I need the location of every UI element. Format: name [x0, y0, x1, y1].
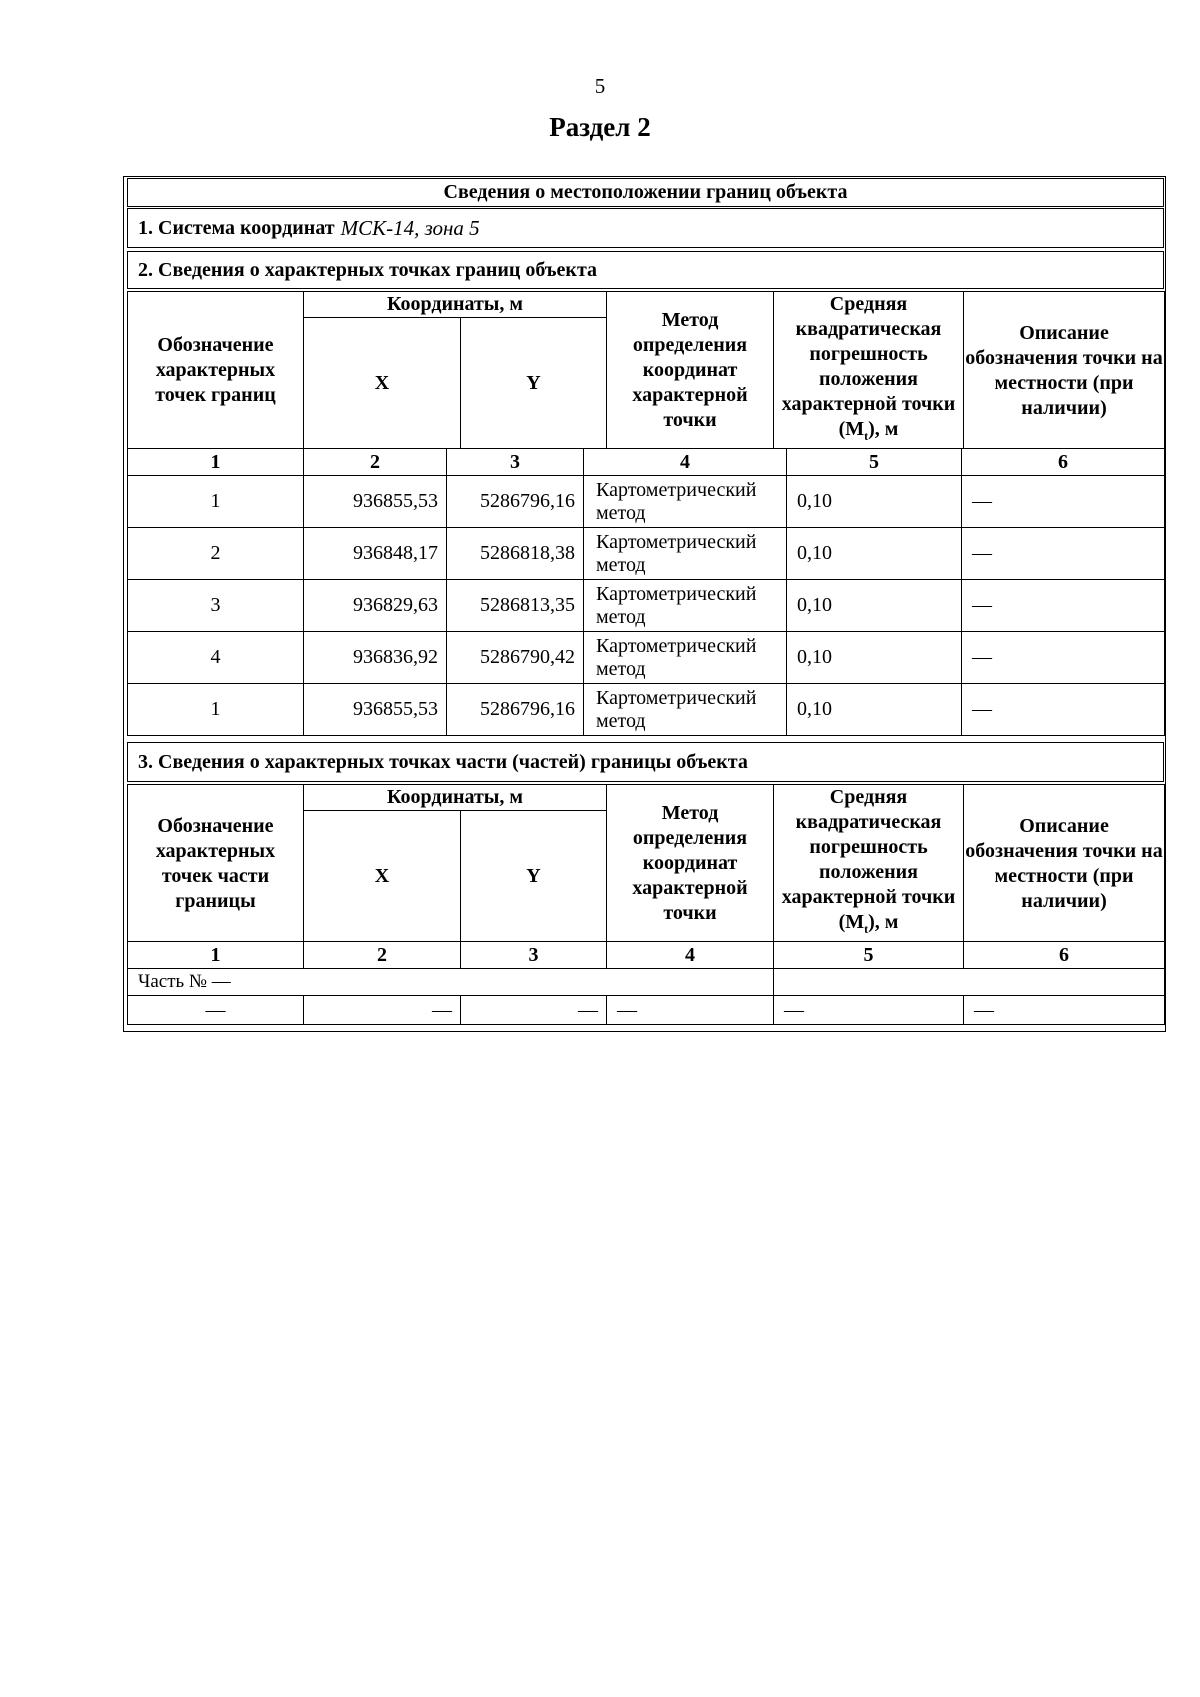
point-y: 5286790,42	[447, 632, 584, 684]
point-x: 936855,53	[304, 476, 447, 528]
part-point-error: —	[774, 996, 964, 1025]
point-y: 5286813,35	[447, 580, 584, 632]
point-description: —	[962, 632, 1165, 684]
point-description: —	[962, 684, 1165, 736]
header-error: Средняя квадратическая погрешность положения характерной точки $(M_t)$, м	[774, 292, 964, 450]
header-y: Y	[461, 318, 607, 450]
points-header-table	[127, 291, 1165, 450]
part-point-x: —	[304, 996, 461, 1025]
table-row	[128, 684, 1165, 736]
parts-header-block	[127, 784, 1164, 941]
point-description: —	[962, 528, 1165, 580]
table-row	[128, 632, 1165, 684]
col-number: 5	[774, 942, 964, 969]
point-x: 936848,17	[304, 528, 447, 580]
point-method: Картометрический метод	[584, 684, 787, 736]
parts-table	[127, 941, 1165, 1025]
part-label-row	[128, 969, 1165, 996]
points-table	[127, 448, 1165, 736]
points-header-block	[127, 291, 1164, 448]
col-number: 2	[304, 942, 461, 969]
coord-system-row	[127, 208, 1164, 248]
table-row	[128, 476, 1165, 528]
header-description: Описание обозначения точки на местности (при наличии)	[964, 785, 1165, 943]
point-y: 5286818,38	[447, 528, 584, 580]
header-coords: Координаты, м	[304, 292, 607, 318]
point-y: 5286796,16	[447, 684, 584, 736]
part-point-method: —	[607, 996, 774, 1025]
coord-system-value: МСК-14, зона 5	[340, 215, 480, 240]
point-error: 0,10	[787, 632, 962, 684]
part-point-description: —	[964, 996, 1165, 1025]
point-method: Картометрический метод	[584, 580, 787, 632]
col-number: 2	[304, 449, 447, 476]
table-row	[128, 996, 1165, 1025]
point-id: 4	[128, 632, 304, 684]
header-method: Метод определения координат характерной точки	[607, 785, 774, 943]
point-id: 3	[128, 580, 304, 632]
point-method: Картометрический метод	[584, 476, 787, 528]
point-description: —	[962, 476, 1165, 528]
parts-header-table	[127, 784, 1165, 943]
header-x: X	[304, 318, 461, 450]
header-method: Метод определения координат характерной точки	[607, 292, 774, 450]
col-number: 3	[447, 449, 584, 476]
point-error: 0,10	[787, 528, 962, 580]
header-x: X	[304, 811, 461, 943]
header-designation: Обозначение характерных точек границ	[128, 292, 304, 450]
point-y: 5286796,16	[447, 476, 584, 528]
point-error: 0,10	[787, 684, 962, 736]
col-number: 6	[962, 449, 1165, 476]
table-row	[128, 580, 1165, 632]
point-id: 2	[128, 528, 304, 580]
points-col-numbers	[128, 449, 1165, 476]
col-number: 4	[607, 942, 774, 969]
point-description: —	[962, 580, 1165, 632]
header-error: Средняя квадратическая погрешность положения характерной точки $(M_t)$, м	[774, 785, 964, 943]
header-coords: Координаты, м	[304, 785, 607, 811]
point-x: 936855,53	[304, 684, 447, 736]
points-heading: 2. Сведения о характерных точках границ объекта	[127, 251, 1164, 289]
coord-system-label: 1. Система координат	[138, 216, 335, 239]
col-number: 5	[787, 449, 962, 476]
header-description: Описание обозначения точки на местности (при наличии)	[964, 292, 1165, 450]
parts-heading: 3. Сведения о характерных точках части (частей) границы объекта	[127, 742, 1164, 782]
part-point-y: —	[461, 996, 607, 1025]
part-point-id: —	[128, 996, 304, 1025]
point-x: 936829,63	[304, 580, 447, 632]
col-number: 3	[461, 942, 607, 969]
header-designation: Обозначение характерных точек части границы	[128, 785, 304, 943]
point-method: Картометрический метод	[584, 632, 787, 684]
point-id: 1	[128, 684, 304, 736]
part-label: Часть № —	[128, 969, 774, 996]
point-method: Картометрический метод	[584, 528, 787, 580]
point-error: 0,10	[787, 476, 962, 528]
point-id: 1	[128, 476, 304, 528]
point-error: 0,10	[787, 580, 962, 632]
point-x: 936836,92	[304, 632, 447, 684]
header-y: Y	[461, 811, 607, 943]
parts-col-numbers	[128, 942, 1165, 969]
parts-body-block	[127, 941, 1164, 1025]
col-number: 6	[964, 942, 1165, 969]
col-number: 1	[128, 449, 304, 476]
table-row	[128, 528, 1165, 580]
table-title: Сведения о местоположении границ объекта	[127, 178, 1164, 207]
points-body-block	[127, 448, 1164, 736]
section-title: Раздел 2	[549, 112, 651, 142]
col-number: 1	[128, 942, 304, 969]
page-number: 5	[594, 74, 606, 98]
part-label-empty	[774, 969, 1165, 996]
col-number: 4	[584, 449, 787, 476]
